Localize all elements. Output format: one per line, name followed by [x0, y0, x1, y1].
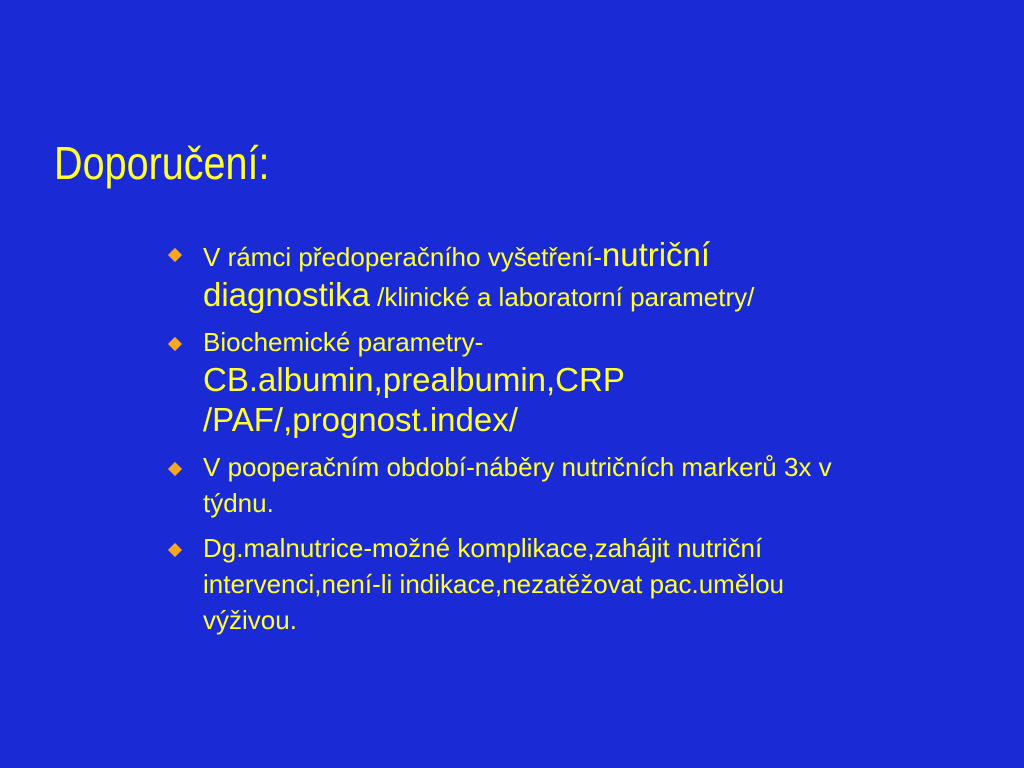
bullet-item — [166, 235, 863, 315]
diamond-bullet-icon — [168, 248, 182, 262]
bullet-item — [166, 530, 863, 638]
bullet-text: Dg.malnutrice-možné komplikace,zahájit nutriční intervenci,není-li indikace,nezatěžovat pac.umělou výživou. — [203, 533, 785, 635]
bullet-item — [166, 324, 763, 440]
bullet-list — [166, 235, 866, 647]
bullet-emphasis: CB.albumin,prealbumin,CRP /PAF/,prognost.index/ — [203, 361, 625, 438]
bullet-item — [166, 449, 843, 521]
bullet-text: Biochemické parametry- — [203, 327, 484, 357]
bullet-text: V pooperačním období-náběry nutričních markerů 3x v týdnu. — [203, 452, 832, 518]
slide-title: Doporučení: — [54, 137, 270, 189]
diamond-bullet-icon — [168, 462, 182, 476]
bullet-emphasis: nutriční diagnostika — [203, 236, 711, 313]
diamond-bullet-icon — [168, 337, 182, 351]
bullet-text: V rámci předoperačního vyšetření- — [203, 242, 602, 272]
bullet-text-continued: /klinické a laboratorní parametry/ — [369, 282, 755, 312]
diamond-bullet-icon — [168, 543, 182, 557]
